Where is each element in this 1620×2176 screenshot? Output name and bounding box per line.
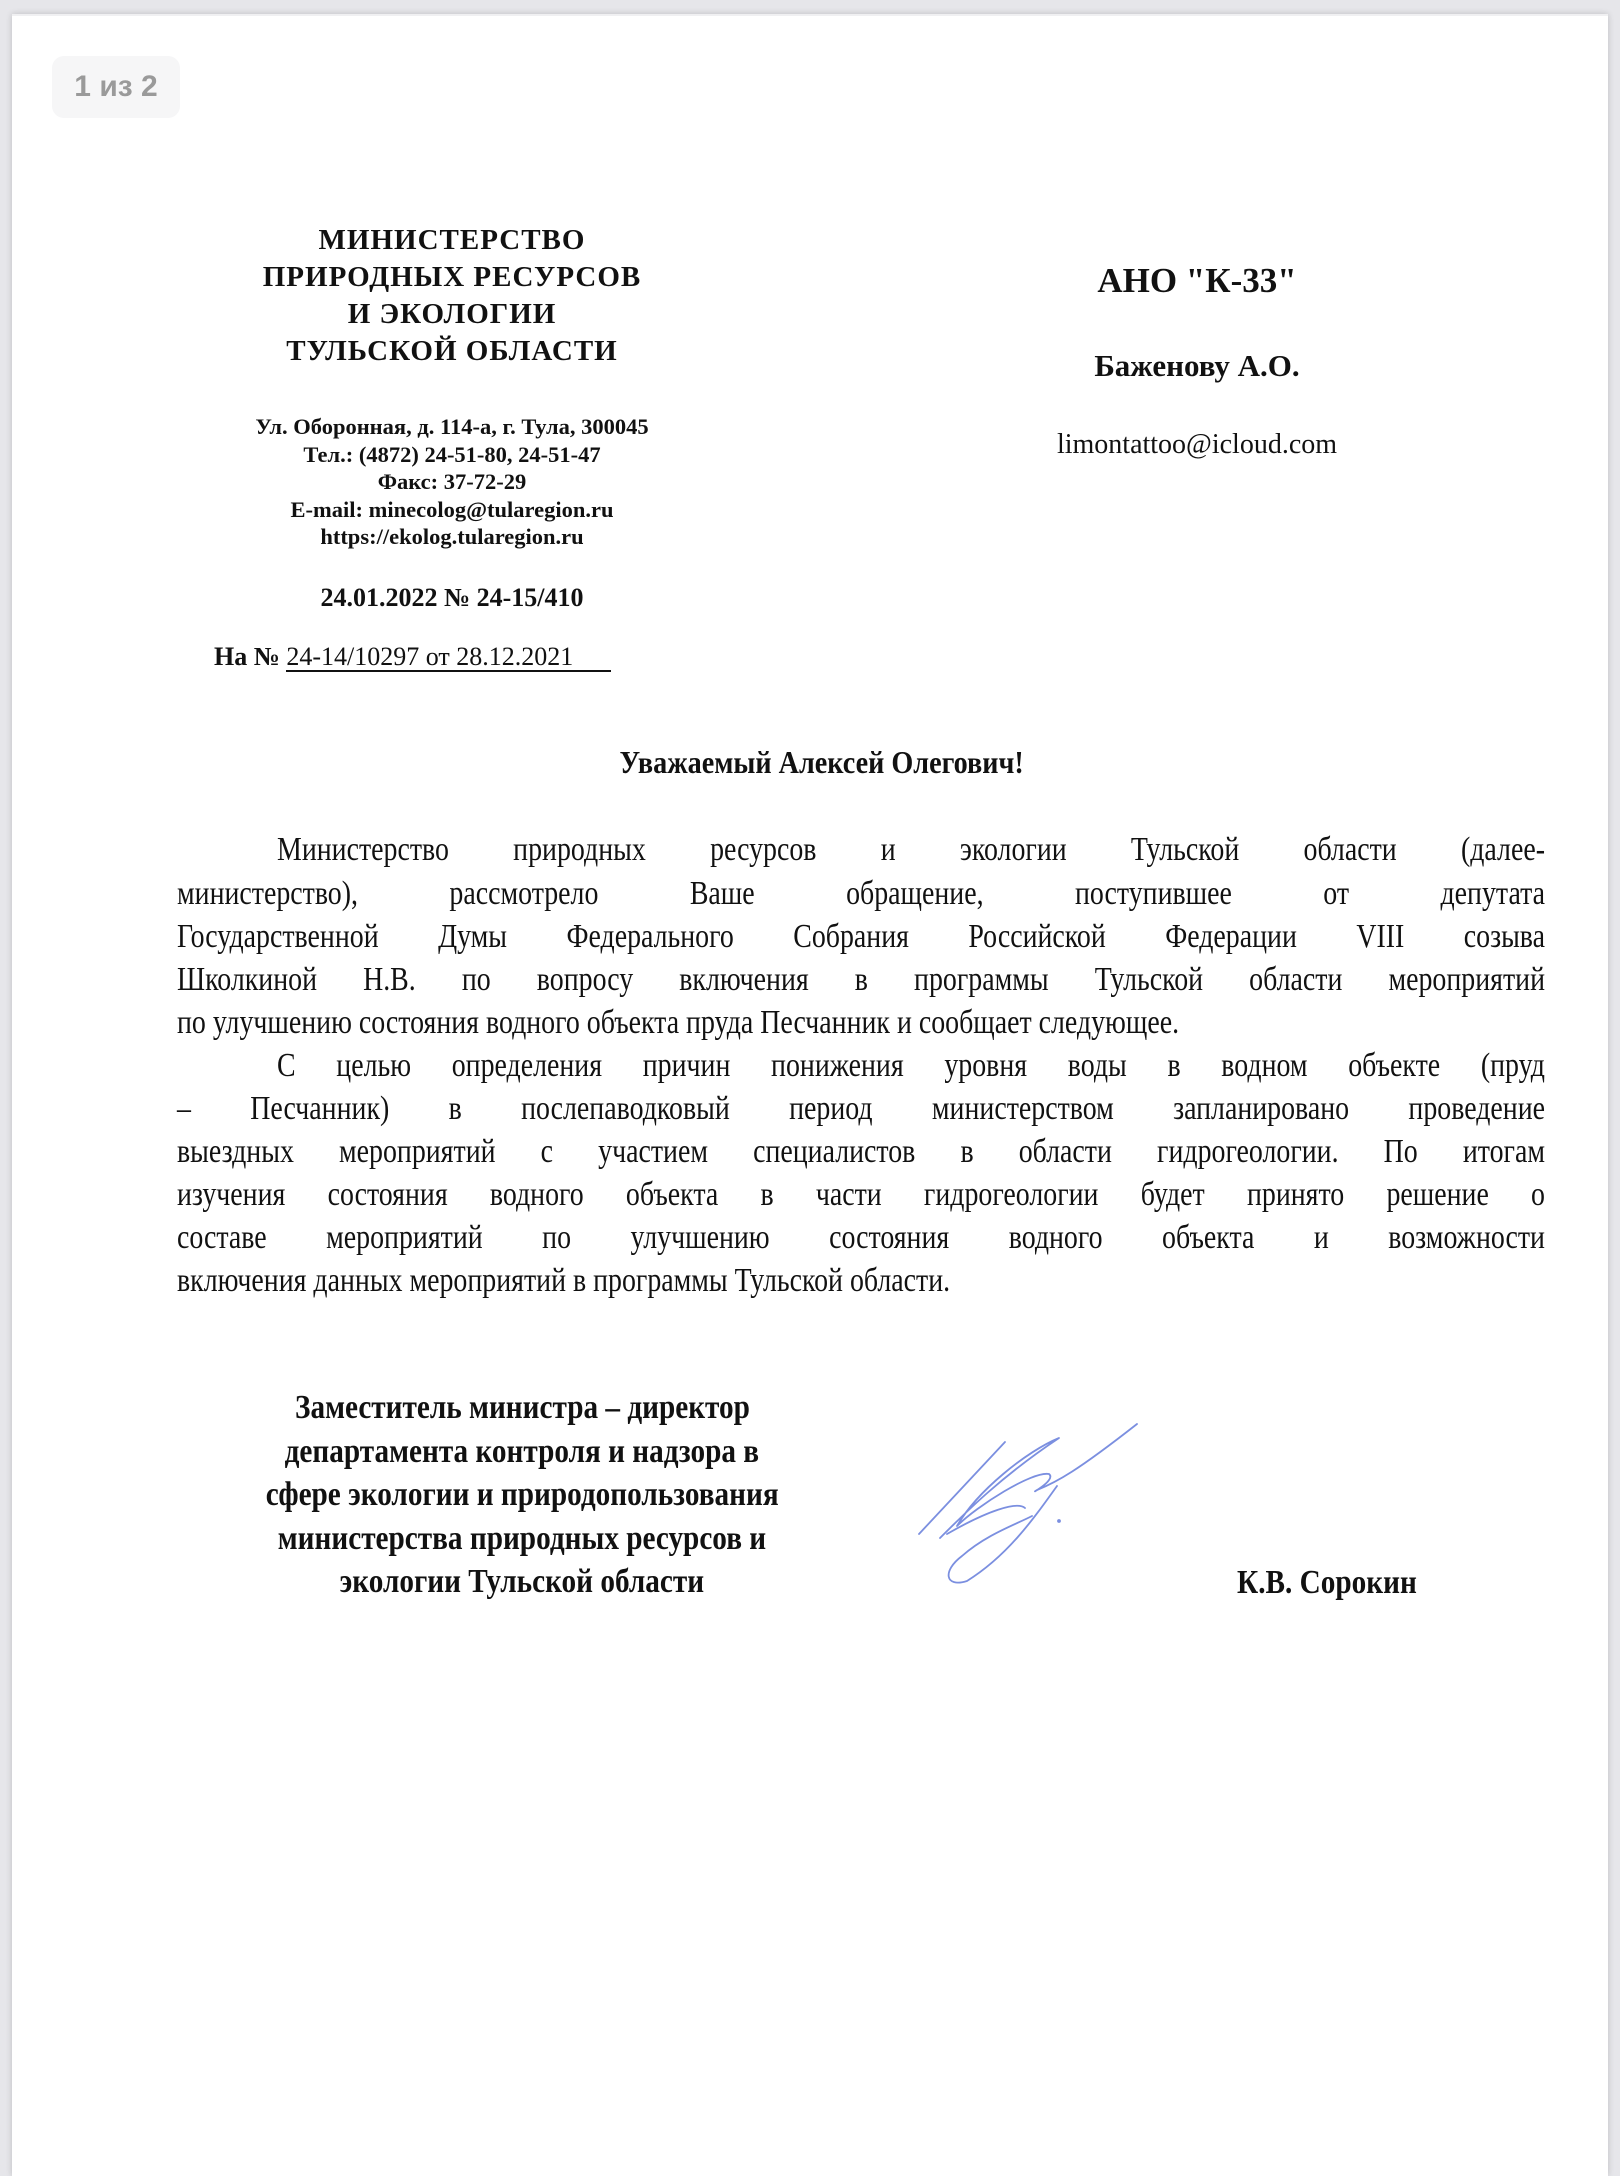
paragraph-line: Государственной Думы Федерального Собрания Российской Федерации VIII созыва: [177, 918, 1545, 955]
signatory-title: [172, 1386, 872, 1604]
signatory-title-line: департамента контроля и надзора в: [284, 1432, 760, 1470]
signatory-name: [1237, 1564, 1446, 1602]
paragraph-line: по улучшению состояния водного объекта пруда Песчанник и сообщает следующее.: [177, 1004, 1180, 1041]
signatory-title-line: Заместитель министра – директор: [294, 1389, 750, 1426]
paragraph-line: – Песчанник) в послепаводковый период министерством запланировано проведение: [177, 1090, 1545, 1127]
handwritten-signature-icon: [907, 1416, 1147, 1596]
reply-to-value: 24-14/10297 от 28.12.2021: [286, 644, 611, 672]
recipient-organization: АНО "К-33": [1097, 261, 1297, 300]
paragraph-line: выездных мероприятий с участием специалистов в области гидрогеологии. По итогам: [177, 1133, 1545, 1170]
signatory-title-line: экологии Тульской области: [339, 1563, 705, 1600]
sender-email: E-mail: minecolog@tularegion.ru: [290, 496, 614, 522]
recipient-email: limontattoo@icloud.com: [1056, 429, 1338, 460]
ministry-line: ПРИРОДНЫХ РЕСУРСОВ: [262, 261, 642, 293]
page-indicator-text: 1 из 2: [74, 70, 158, 103]
paragraph-line: составе мероприятий по улучшению состояния водного объекта и возможности: [177, 1219, 1545, 1256]
signatory-name-text: К.В. Сорокин: [1237, 1564, 1417, 1601]
sender-contacts: [172, 413, 732, 551]
ministry-line: ТУЛЬСКОЙ ОБЛАСТИ: [286, 335, 618, 367]
sender-address: Ул. Оборонная, д. 114-а, г. Тула, 300045: [255, 414, 649, 439]
ministry-line: МИНИСТЕРСТВО: [318, 224, 586, 256]
sender-ministry-name: [172, 222, 732, 370]
document-page: [12, 14, 1608, 2176]
paragraph-line: включения данных мероприятий в программы Тульской области.: [177, 1262, 951, 1299]
reply-to-reference: [214, 642, 611, 672]
sender-website: https://ekolog.tularegion.ru: [320, 524, 584, 549]
signatory-title-line: сфере экологии и природопользования: [265, 1476, 779, 1513]
recipient-name: Баженову А.О.: [1094, 348, 1300, 383]
sender-fax: Факс: 37-72-29: [377, 469, 527, 494]
reply-to-label: На №: [214, 642, 280, 671]
paragraph-line: министерство), рассмотрело Ваше обращение, поступившее от депутата: [177, 875, 1545, 912]
paragraph-line: Министерство природных ресурсов и экологии Тульской области (далее-: [277, 831, 1545, 868]
outgoing-registration-number: 24.01.2022 № 24-15/410: [320, 583, 584, 612]
paragraph-line: Школкиной Н.В. по вопросу включения в программы Тульской области мероприятий: [177, 961, 1545, 998]
ministry-line: И ЭКОЛОГИИ: [347, 298, 557, 330]
paragraph-line: С целью определения причин понижения уровня воды в водном объекте (пруд: [277, 1047, 1545, 1084]
greeting-text: Уважаемый Алексей Олегович!: [619, 744, 1025, 780]
sender-phone: Тел.: (4872) 24-51-80, 24-51-47: [303, 441, 601, 467]
page-indicator: [52, 56, 180, 118]
signatory-title-line: министерства природных ресурсов и: [277, 1519, 767, 1557]
paragraph-line: изучения состояния водного объекта в части гидрогеологии будет принято решение о: [177, 1176, 1545, 1213]
letter-greeting: [172, 744, 1472, 781]
